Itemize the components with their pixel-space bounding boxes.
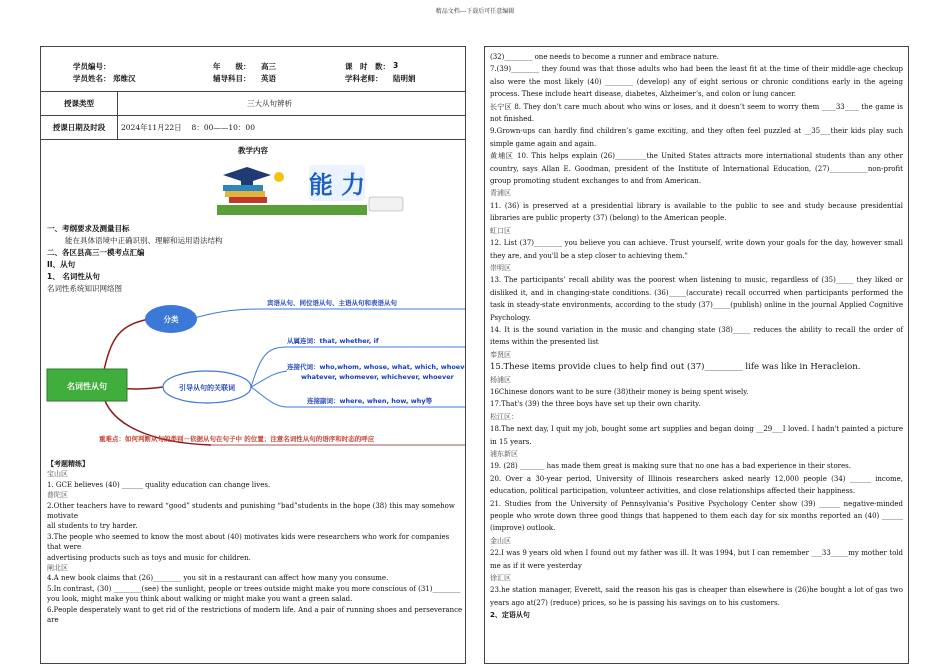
district-label: 奉贤区 <box>490 350 511 359</box>
content-title: 教学内容 <box>238 146 268 155</box>
grade-label: 年 级： <box>213 62 251 71</box>
teacher-value: 陆明娟 <box>393 74 416 83</box>
exercise-item: 黄埔区 10. This helps explain (26)_________the United States attracts more international students than any other country, says Allan E. Goodman, president of the Institute of International Education, (27)___________non-profit group promoting student exchanges to and from American. <box>490 152 903 186</box>
connective-pronouns: 连接代词：who,whom, whose, what, which, whoever <box>287 363 465 371</box>
district-label: 普陀区 <box>47 491 68 500</box>
exercise-item: 12. List (37)________ you believe you can achieve. Trust yourself, write down your goals for the day, however small they are, and you'll be a step closer to achieving them." <box>490 239 903 260</box>
course-time-row <box>41 115 465 140</box>
connective-adverbs: 连接副词：where, when, how, why等 <box>307 397 433 405</box>
exercise-item: 5.In contrast, (30) ________(see) the sunlight, people or trees outside might make you more conscious of (31)________ <box>47 584 461 593</box>
exercise-item: 20. Over a 30-year period, University of Illinois researchers asked nearly 12,000 people (34) ______ income, education, political participation, volunteer activities, and close relationships affected their happiness. <box>490 474 903 496</box>
branch1-leaf: 宾语从句、同位语从句、主语从句和表语从句 <box>267 299 397 307</box>
connective-pronouns-2: whatever, whomever, whichever, whoever <box>301 373 454 381</box>
hours-value: 3 <box>393 61 399 70</box>
book-icon <box>225 191 265 197</box>
right-column <box>484 46 909 664</box>
student-name-value: 郑维汉 <box>113 74 136 83</box>
exercise-item: you look, might make you think about walking or might make you want a green salad. <box>47 595 353 604</box>
exercise-item: 19. (28) _______ has made them great is making sure that no one has a bad experience in their stores. <box>490 462 851 471</box>
logo-text: 能 力 <box>308 171 366 199</box>
student-info-block <box>41 47 465 92</box>
exercise-item: 4.A new book claims that (26)________ you sit in a restaurant can affect how many you consume. <box>47 574 389 583</box>
exercise-item: 17.That's (39) the three boys have set up their own charity. <box>490 400 701 409</box>
map-link <box>191 309 261 319</box>
left-column <box>40 46 466 664</box>
exercise-item: 9.Grown-ups can hardly find children’s game exciting, and they often feel puzzled at __35___their kids play such simple game again and again. <box>490 127 903 148</box>
student-id-label: 学员编号： <box>73 62 111 71</box>
district-label: 浦东新区 <box>490 450 518 458</box>
section-heading: 2、定语从句 <box>490 611 530 620</box>
district-label: 青浦区 <box>490 189 511 198</box>
district-label: 松江区： <box>490 412 518 421</box>
course-type-value: 三大从句辨析 <box>247 98 292 108</box>
grade-value: 高三 <box>261 62 276 71</box>
map-link <box>251 387 287 407</box>
header-note: 精品文档---下载后可任意编辑 <box>435 8 515 15</box>
district-label: 徐汇区 <box>490 574 511 583</box>
section-1-title: 一、考纲要求及测量目标 <box>47 224 130 233</box>
section-3-title: II、从句 <box>47 260 76 269</box>
exercise-item: 21. Studies from the University of Pennsylvania’s Positive Psychology Center show (39) ______ negative-minded people who wrote down three good things that happened to them each day for six months reported an (40) ______ (improve) outlook. <box>490 499 903 533</box>
ability-logo <box>217 161 407 217</box>
exercise-item: 2.Other teachers have to reward “good” students and punishing “bad”students in the hope (38) this may somehow motivate <box>47 501 455 521</box>
exercise-item: 18.The next day, I quit my job, bought some art supplies and began doing __29___I loved. I hadn't painted a picture in 15 years. <box>490 425 903 446</box>
exercise-item: 16Chinese donors want to be sure (38)their money is being spent wisely. <box>490 387 749 396</box>
exercise-item: 15.These items provide clues to help find out (37)_________ life was like in Heracleion. <box>490 362 861 373</box>
left-exercises <box>47 459 463 626</box>
root-node-label: 名词性从句 <box>67 382 107 391</box>
key-point: 重难点：如何判断从句的类别－依据从句在句子中 的位置；注意名词性从句的语序和时态的呼应 <box>99 435 375 443</box>
exercise-item: 11. (36) is preserved at a presidential library is available to the public to see and study because presidential libraries are public property (37) (belong) to the American people. <box>490 201 903 223</box>
star-icon <box>274 172 284 182</box>
exercise-item: 23.he station manager, Everett, said the reason his gas is cheaper than elsewhere is (26)he bought a lot of gas two years ago at(27) (reduce) prices, so he is passing his savings on to his customers. <box>490 586 903 607</box>
section-heading: 【考题精练】 <box>47 460 89 468</box>
exercise-item: 长宁区 8. They don’t care much about who wins or loses, and it doesn’t seem to worry them ____33____ the game is not finished. <box>490 102 903 124</box>
district-label: 崇明区 <box>490 263 511 272</box>
exercise-item: 6.People desperately want to get rid of the restrictions of modern life. And a pair of running shoes and perseverance are <box>47 605 463 625</box>
section-2-title: 二、各区县高三一模考点汇编 <box>47 248 145 257</box>
district-label: 虹口区 <box>490 226 511 235</box>
district-label: 金山区 <box>490 536 511 545</box>
logo-signboard <box>369 197 403 211</box>
course-time-value: 2024年11月22日 8：00——10：00 <box>121 122 255 132</box>
book-icon <box>229 197 267 203</box>
mind-map-svg <box>41 295 465 457</box>
branch-node-connectors-label: 引导从句的关联词 <box>179 384 235 392</box>
teacher-label: 学科老师： <box>345 74 383 83</box>
subordinating-conjunctions: 从属连词：that, whether, if <box>287 337 379 345</box>
map-link <box>251 347 287 387</box>
exercise-item: all students to try harder. <box>47 522 138 531</box>
course-type-label: 授课类型 <box>41 91 118 115</box>
exercise-item: advertising products such as toys and music for children. <box>47 553 251 562</box>
exercise-item: 13. The participants’ recall ability was the poorest when listening to music, regardless of (35)_____ they liked or disliked it, and in changing-state conditions. (36)_____(accurate) recall occurred when participants performed the task in steady-state environments, according to the study (37)_____(publish) online in the journal Applied Cognitive Psychology. <box>490 276 903 322</box>
section-1-body: 能在具体语境中正确识别、理解和运用语法结构 <box>65 236 223 245</box>
exercise-item: 7.(39)________ they found was that those adults who had been the least fit at the time of their middle-age checkup also were the most likely (40) ________ (develop) any of eight serious or chronic conditions early in the ageing process. These include heart disease, diabetes, Alzheimer’s, and colon or lung cancer. <box>490 65 903 99</box>
subject-value: 英语 <box>261 74 276 83</box>
exercise-item: 22.I was 9 years old when I found out my father was ill. It was 1994, but I can remember ___33_____my mother told me as if it were yesterday <box>490 549 903 570</box>
exercise-item: 3.The people who seemed to know the most about (40) motivates kids were researchers who work for companies that were <box>47 532 450 552</box>
course-type-row <box>41 91 465 116</box>
district-label: 宝山区 <box>47 470 68 479</box>
section-3-sub: 1、 名词性从句 <box>47 272 100 281</box>
course-time-label: 授课日期及时段 <box>41 115 118 139</box>
section-3-desc: 名词性系统知识网络图 <box>47 284 122 293</box>
district-label: 杨浦区 <box>490 375 511 384</box>
map-link <box>103 319 149 375</box>
logo-grass <box>217 205 367 215</box>
hours-label: 课 时 数： <box>345 62 390 71</box>
book-icon <box>223 185 263 191</box>
exercise-item: (32)________ one needs to become a runner and embrace nature. <box>490 53 719 61</box>
exercise-item: 14. It is the sound variation in the music and changing state (38)_____ reduces the ability to recall the order of items within the presented list <box>490 325 903 347</box>
exercise-item: 1. GCE believes (40) ______ quality education can change lives. <box>47 480 271 489</box>
district-label: 闸北区 <box>47 564 68 573</box>
branch-node-classification-label: 分类 <box>163 315 179 324</box>
logo-graphic <box>217 161 407 217</box>
map-link <box>251 371 287 387</box>
graduation-cap-icon <box>241 177 253 185</box>
mind-map <box>41 295 465 457</box>
student-name-label: 学员姓名： <box>73 74 111 83</box>
subject-label: 辅导科目： <box>213 74 251 83</box>
